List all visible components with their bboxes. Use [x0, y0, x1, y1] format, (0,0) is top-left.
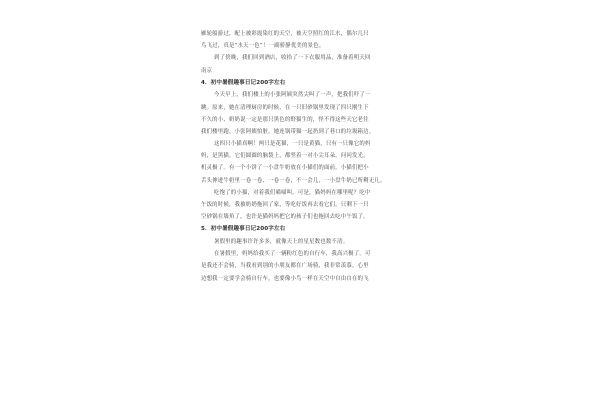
paragraph-line: 吃饱了的小猫，对着我们喵喵叫。可是，猫妈妈在哪里呢？吃中: [214, 189, 371, 196]
paragraph-line: 这四只小猫真啊！两只是花猫，一只是黄猫，只有一只像它的妈: [214, 141, 371, 148]
paragraph-line: 不久的小、奶奶说一定是那只黑色的野猫生的，怪不得这些天它老往: [201, 116, 369, 123]
paragraph-line: 机灵极了。有一个小饼了一小盘牛奶放在小猫们的面前，小猫们把小: [201, 165, 369, 172]
section-heading: 4．初中暑假趣事日记200字左右: [201, 79, 286, 86]
paragraph-line: 南京: [201, 67, 213, 74]
paragraph-line: 午饭的时候，我被奶奶拖回了家，等吃好饭再去看它们，只剩下一只: [201, 202, 369, 209]
paragraph-line: 雁轮船游过，配上被彩霞染红的天空，被天空照红的江水，偶尔几只: [201, 31, 369, 37]
paragraph-line: 妈，是黑猫。它们圆圆的脑袋上，都竖着一对小尖耳朵，问问发光，: [201, 153, 369, 160]
paragraph-line: 空砂锅在墙角了，也许是猫妈妈把它的孩子们也拖回去吃中午饭了。: [201, 214, 369, 221]
section-heading: 5．初中暑假趣事日记200字左右: [201, 226, 286, 233]
paragraph-line: 今天早上，我们楼上的小张阿姨突然尖叫了一声，把我们吓了一: [214, 92, 371, 99]
paragraph-line: 舌头伸进牛奶里一卷一卷、一卷一卷，不一会儿，一小盘牛奶已所剩无几。: [201, 177, 386, 184]
paragraph-line: 边想我一定要学会骑自行车，也要像小鸟一样在天空中自由自在的飞: [201, 275, 369, 282]
paragraph-line: 在暑假里，妈妈给我买了一辆粉红色的自行车，我高兴极了。可: [214, 251, 371, 258]
paragraph-line: 到了傍晚，我们回到酒店，收拾了一下衣服用品，准备着明天回: [214, 55, 371, 62]
paragraph-line: 鸟飞过，真是“水天一色”！一副骄静优美的景色。: [201, 43, 325, 50]
paragraph-line: 跳。原来，她在清理厨房的时候，在一只旧砂锅里发现了四只刚生下: [201, 104, 369, 111]
paragraph-line: 暑假里的趣事许许多多，就像天上的星星数也数不清。: [214, 239, 349, 245]
paragraph-line: 是我还不会骑，当我看到别的小朋友都在广场骑，我非常羡慕。心里: [201, 263, 369, 270]
document-body: [201, 28, 404, 285]
paragraph-line: 我们楼里跑。小张阿姨怕脏，她连锅带猫一起扔到了巷口的垃圾箱边。: [201, 128, 375, 135]
